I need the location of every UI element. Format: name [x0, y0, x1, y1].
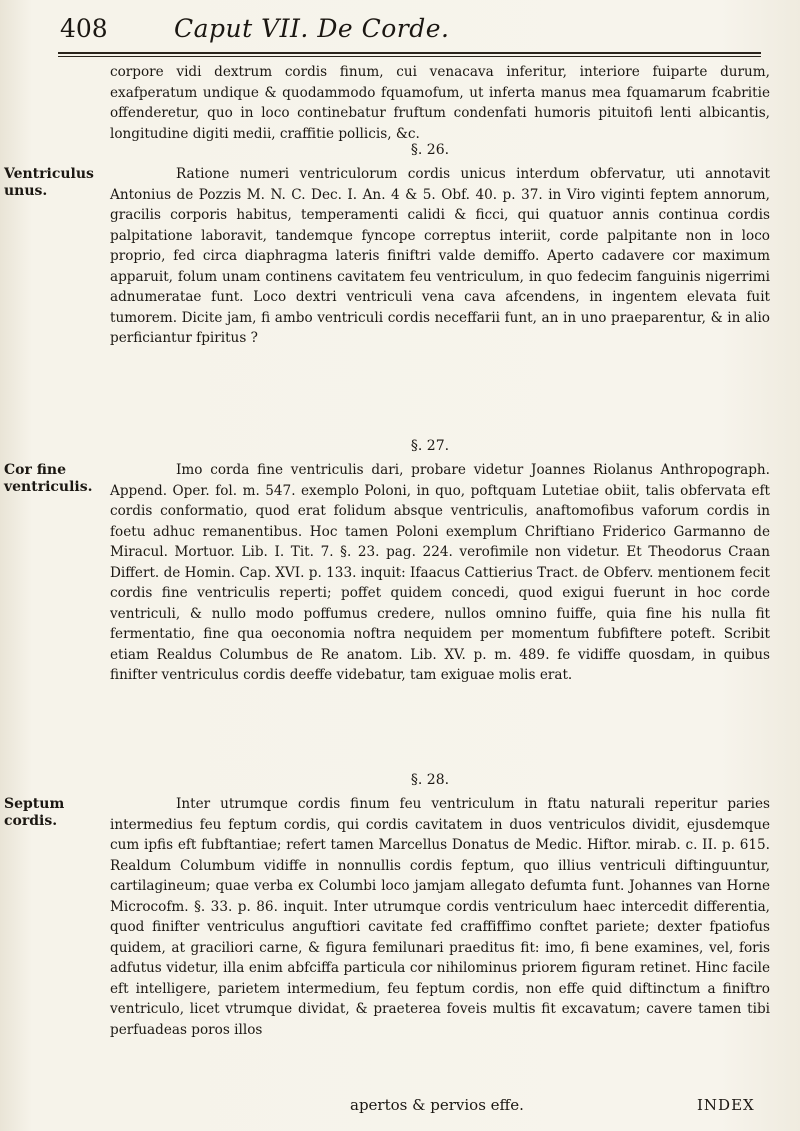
margin-note-septum-cordis: Septum cordis.	[4, 796, 65, 829]
margin-note-ventriculus-unus: Ventriculus unus.	[4, 166, 94, 199]
paragraph-text: Imo corda fine ventriculis dari, probare videtur Joannes Riolanus Anthropograph. Append. Oper. fol. m. 547. exemplo Poloni, in quo, poftquam Lutetiae obiit, talis obfervata eft cordis conformatio, quod erat folidum absque ventriculis, anaftomofibus vaforum cordis in foetu adhuc remanentibus. Hoc tamen Poloni exemplum Chriftiano Friderico Garmanno de Miracul. Mortuor. Lib. I. Tit. 7. §. 23. pag. 224. verofimile non videtur. Et Theodorus Craan Differt. de Homin. Cap. XVI. p. 133. inquit: Ifaacus Cattierius Tract. de Obferv. mentionem fecit cordis fine ventriculis reperti; poffet quidem concedi, quod exigui fuerunt in hoc corde ventriculi, & nullo modo poffumus credere, nullos omnino fuiffe, quia fine his nulla fit fermentatio, fine qua oeconomia noftra nequidem per momentum fubfiftere poteft. Scribit etiam Realdus Columbus de Re anatom. Lib. XV. p. m. 489. fe vidiffe quosdam, in quibus finifter ventriculus cordis deeffe videbatur, tam exiguae molis erat.	[110, 462, 770, 683]
header-rule-thin	[58, 56, 761, 57]
header-rule	[58, 52, 761, 54]
section-number-28: §. 28.	[410, 772, 450, 788]
margin-note-cor-sine-ventriculis: Cor fine ventriculis.	[4, 462, 93, 495]
running-header	[46, 14, 762, 52]
paragraph-section-27	[110, 460, 770, 686]
last-line: apertos & pervios effe.	[350, 1096, 524, 1114]
section-number-26: §. 26.	[410, 142, 450, 158]
running-title: Caput VII. De Corde.	[174, 14, 450, 43]
paragraph-section-26	[110, 164, 770, 349]
paragraph-text: corpore vidi dextrum cordis finum, cui venacava inferitur, interiore fuiparte durum, exafperatum undique & quodammodo fquamofum, ut inferta manus mea fquamarum fcabritie offenderetur, quo in loco continebatur fruftum condenfati humoris pituitofi lenti albicantis, longitudine digiti medii, craffitie pollicis, &c.	[110, 64, 770, 142]
section-number-27: §. 27.	[410, 438, 450, 454]
paragraph-continuation	[110, 62, 770, 144]
catchword: INDEX	[697, 1096, 755, 1114]
paragraph-text: Ratione numeri ventriculorum cordis unicus interdum obfervatur, uti annotavit Antonius de Pozzis M. N. C. Dec. I. An. 4 & 5. Obf. 40. p. 37. in Viro viginti feptem annorum, gracilis corporis habitus, temperamenti calidi & ficci, qui quatuor annis continua cordis palpitatione laboravit, tandemque fyncope correptus interiit, corde palpitante non in loco proprio, fed circa diaphragma lateris finiftri valde demiffo. Aperto cadavere cor maximum apparuit, folum unam continens cavitatem feu ventriculum, in quo fedecim fanguinis nigerrimi adnumeratae funt. Loco dextri ventriculi vena cava afcendens, in ingentem elevata fuit tumorem. Dicite jam, fi ambo ventriculi cordis neceffarii funt, an in uno praeparentur, & in alio perficiantur fpiritus ?	[110, 166, 770, 346]
paragraph-section-28	[110, 794, 770, 1040]
page-number: 408	[60, 14, 108, 43]
paragraph-text: Inter utrumque cordis finum feu ventriculum in ftatu naturali reperitur paries intermedius feu feptum cordis, qui cordis cavitatem in duos ventriculos dividit, ejusdemque cum ipfis eft fubftantiae; refert tamen Marcellus Donatus de Medic. Hiftor. mirab. c. II. p. 615. Realdum Columbum vidiffe in nonnullis cordis feptum, quo illius ventriculi diftinguuntur, cartilagineum; quae verba ex Columbi loco jamjam allegato defumta funt. Johannes van Horne Microcofm. §. 33. p. 86. inquit. Inter utrumque cordis ventriculum haec intercedit differentia, quod finifter ventriculus anguftiori cavitate fed craffiffimo conftet pariete; dexter fpatiofus quidem, at graciliori carne, & figura femilunari praeditus fit: imo, fi bene examines, vel, foris adfutus videtur, illa enim abfciffa particula cor nihilominus priorem figuram retinet. Hinc facile eft intelligere, parietem intermedium, feu feptum cordis, non effe quid diftinctum a finiftro ventriculo, licet vtrumque dividat, & praeterea foveis multis fit excavatum; cavere tamen tibi perfuadeas poros illos	[110, 796, 770, 1038]
